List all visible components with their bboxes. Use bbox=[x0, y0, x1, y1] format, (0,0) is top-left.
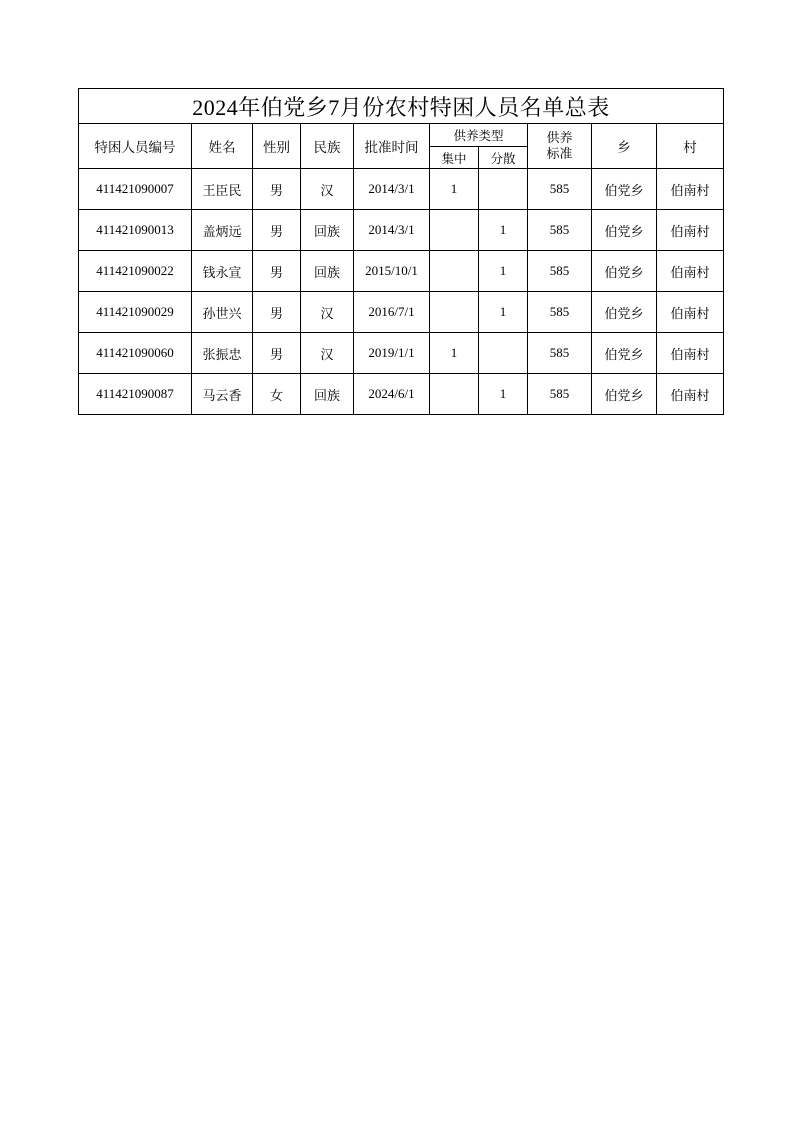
cell-gender: 男 bbox=[253, 333, 301, 374]
cell-concentrated bbox=[430, 292, 479, 333]
cell-name: 盖炳远 bbox=[192, 210, 253, 251]
cell-concentrated bbox=[430, 210, 479, 251]
cell-id: 411421090013 bbox=[79, 210, 192, 251]
col-header-village: 村 bbox=[657, 124, 724, 169]
col-header-name: 姓名 bbox=[192, 124, 253, 169]
cell-dispersed: 1 bbox=[479, 210, 528, 251]
table-row bbox=[79, 374, 724, 415]
cell-dispersed bbox=[479, 169, 528, 210]
cell-dispersed: 1 bbox=[479, 374, 528, 415]
support-standard-line1: 供养 bbox=[546, 129, 573, 145]
cell-name: 钱永宣 bbox=[192, 251, 253, 292]
cell-id: 411421090060 bbox=[79, 333, 192, 374]
cell-ethnicity: 回族 bbox=[301, 210, 354, 251]
col-header-id: 特困人员编号 bbox=[79, 124, 192, 169]
cell-ethnicity: 汉 bbox=[301, 169, 354, 210]
cell-standard: 585 bbox=[528, 169, 592, 210]
col-header-township: 乡 bbox=[592, 124, 657, 169]
cell-ethnicity: 汉 bbox=[301, 292, 354, 333]
cell-id: 411421090007 bbox=[79, 169, 192, 210]
col-header-gender: 性别 bbox=[253, 124, 301, 169]
cell-standard: 585 bbox=[528, 333, 592, 374]
col-header-support-type: 供养类型 bbox=[430, 124, 528, 147]
cell-ethnicity: 回族 bbox=[301, 374, 354, 415]
col-header-approval-date: 批准时间 bbox=[354, 124, 430, 169]
cell-ethnicity: 回族 bbox=[301, 251, 354, 292]
cell-id: 411421090022 bbox=[79, 251, 192, 292]
cell-dispersed bbox=[479, 333, 528, 374]
page-title: 2024年伯党乡7月份农村特困人员名单总表 bbox=[79, 89, 724, 124]
cell-village: 伯南村 bbox=[657, 374, 724, 415]
cell-concentrated bbox=[430, 374, 479, 415]
special-hardship-roster-table bbox=[78, 88, 724, 415]
table-row bbox=[79, 210, 724, 251]
cell-township: 伯党乡 bbox=[592, 210, 657, 251]
cell-approval-date: 2016/7/1 bbox=[354, 292, 430, 333]
cell-standard: 585 bbox=[528, 210, 592, 251]
table-row bbox=[79, 251, 724, 292]
cell-township: 伯党乡 bbox=[592, 251, 657, 292]
cell-id: 411421090029 bbox=[79, 292, 192, 333]
col-header-concentrated: 集中 bbox=[430, 147, 479, 169]
header-row-1 bbox=[79, 124, 724, 147]
cell-name: 张振忠 bbox=[192, 333, 253, 374]
cell-standard: 585 bbox=[528, 292, 592, 333]
cell-gender: 男 bbox=[253, 169, 301, 210]
cell-ethnicity: 汉 bbox=[301, 333, 354, 374]
cell-village: 伯南村 bbox=[657, 292, 724, 333]
cell-approval-date: 2019/1/1 bbox=[354, 333, 430, 374]
table-row bbox=[79, 333, 724, 374]
cell-approval-date: 2024/6/1 bbox=[354, 374, 430, 415]
cell-gender: 女 bbox=[253, 374, 301, 415]
cell-township: 伯党乡 bbox=[592, 292, 657, 333]
cell-name: 孙世兴 bbox=[192, 292, 253, 333]
cell-village: 伯南村 bbox=[657, 169, 724, 210]
cell-name: 马云香 bbox=[192, 374, 253, 415]
table-container bbox=[78, 88, 715, 415]
cell-gender: 男 bbox=[253, 210, 301, 251]
cell-approval-date: 2014/3/1 bbox=[354, 169, 430, 210]
title-row bbox=[79, 89, 724, 124]
cell-township: 伯党乡 bbox=[592, 169, 657, 210]
cell-gender: 男 bbox=[253, 292, 301, 333]
table-row bbox=[79, 292, 724, 333]
cell-concentrated bbox=[430, 251, 479, 292]
cell-concentrated: 1 bbox=[430, 169, 479, 210]
cell-village: 伯南村 bbox=[657, 210, 724, 251]
cell-gender: 男 bbox=[253, 251, 301, 292]
cell-standard: 585 bbox=[528, 251, 592, 292]
cell-concentrated: 1 bbox=[430, 333, 479, 374]
cell-township: 伯党乡 bbox=[592, 374, 657, 415]
col-header-ethnicity: 民族 bbox=[301, 124, 354, 169]
col-header-support-standard bbox=[528, 124, 592, 169]
support-standard-line2: 标准 bbox=[546, 146, 573, 161]
cell-name: 王臣民 bbox=[192, 169, 253, 210]
col-header-dispersed: 分散 bbox=[479, 147, 528, 169]
cell-dispersed: 1 bbox=[479, 251, 528, 292]
cell-dispersed: 1 bbox=[479, 292, 528, 333]
cell-village: 伯南村 bbox=[657, 251, 724, 292]
cell-township: 伯党乡 bbox=[592, 333, 657, 374]
cell-village: 伯南村 bbox=[657, 333, 724, 374]
cell-standard: 585 bbox=[528, 374, 592, 415]
cell-approval-date: 2015/10/1 bbox=[354, 251, 430, 292]
table-row bbox=[79, 169, 724, 210]
cell-approval-date: 2014/3/1 bbox=[354, 210, 430, 251]
cell-id: 411421090087 bbox=[79, 374, 192, 415]
